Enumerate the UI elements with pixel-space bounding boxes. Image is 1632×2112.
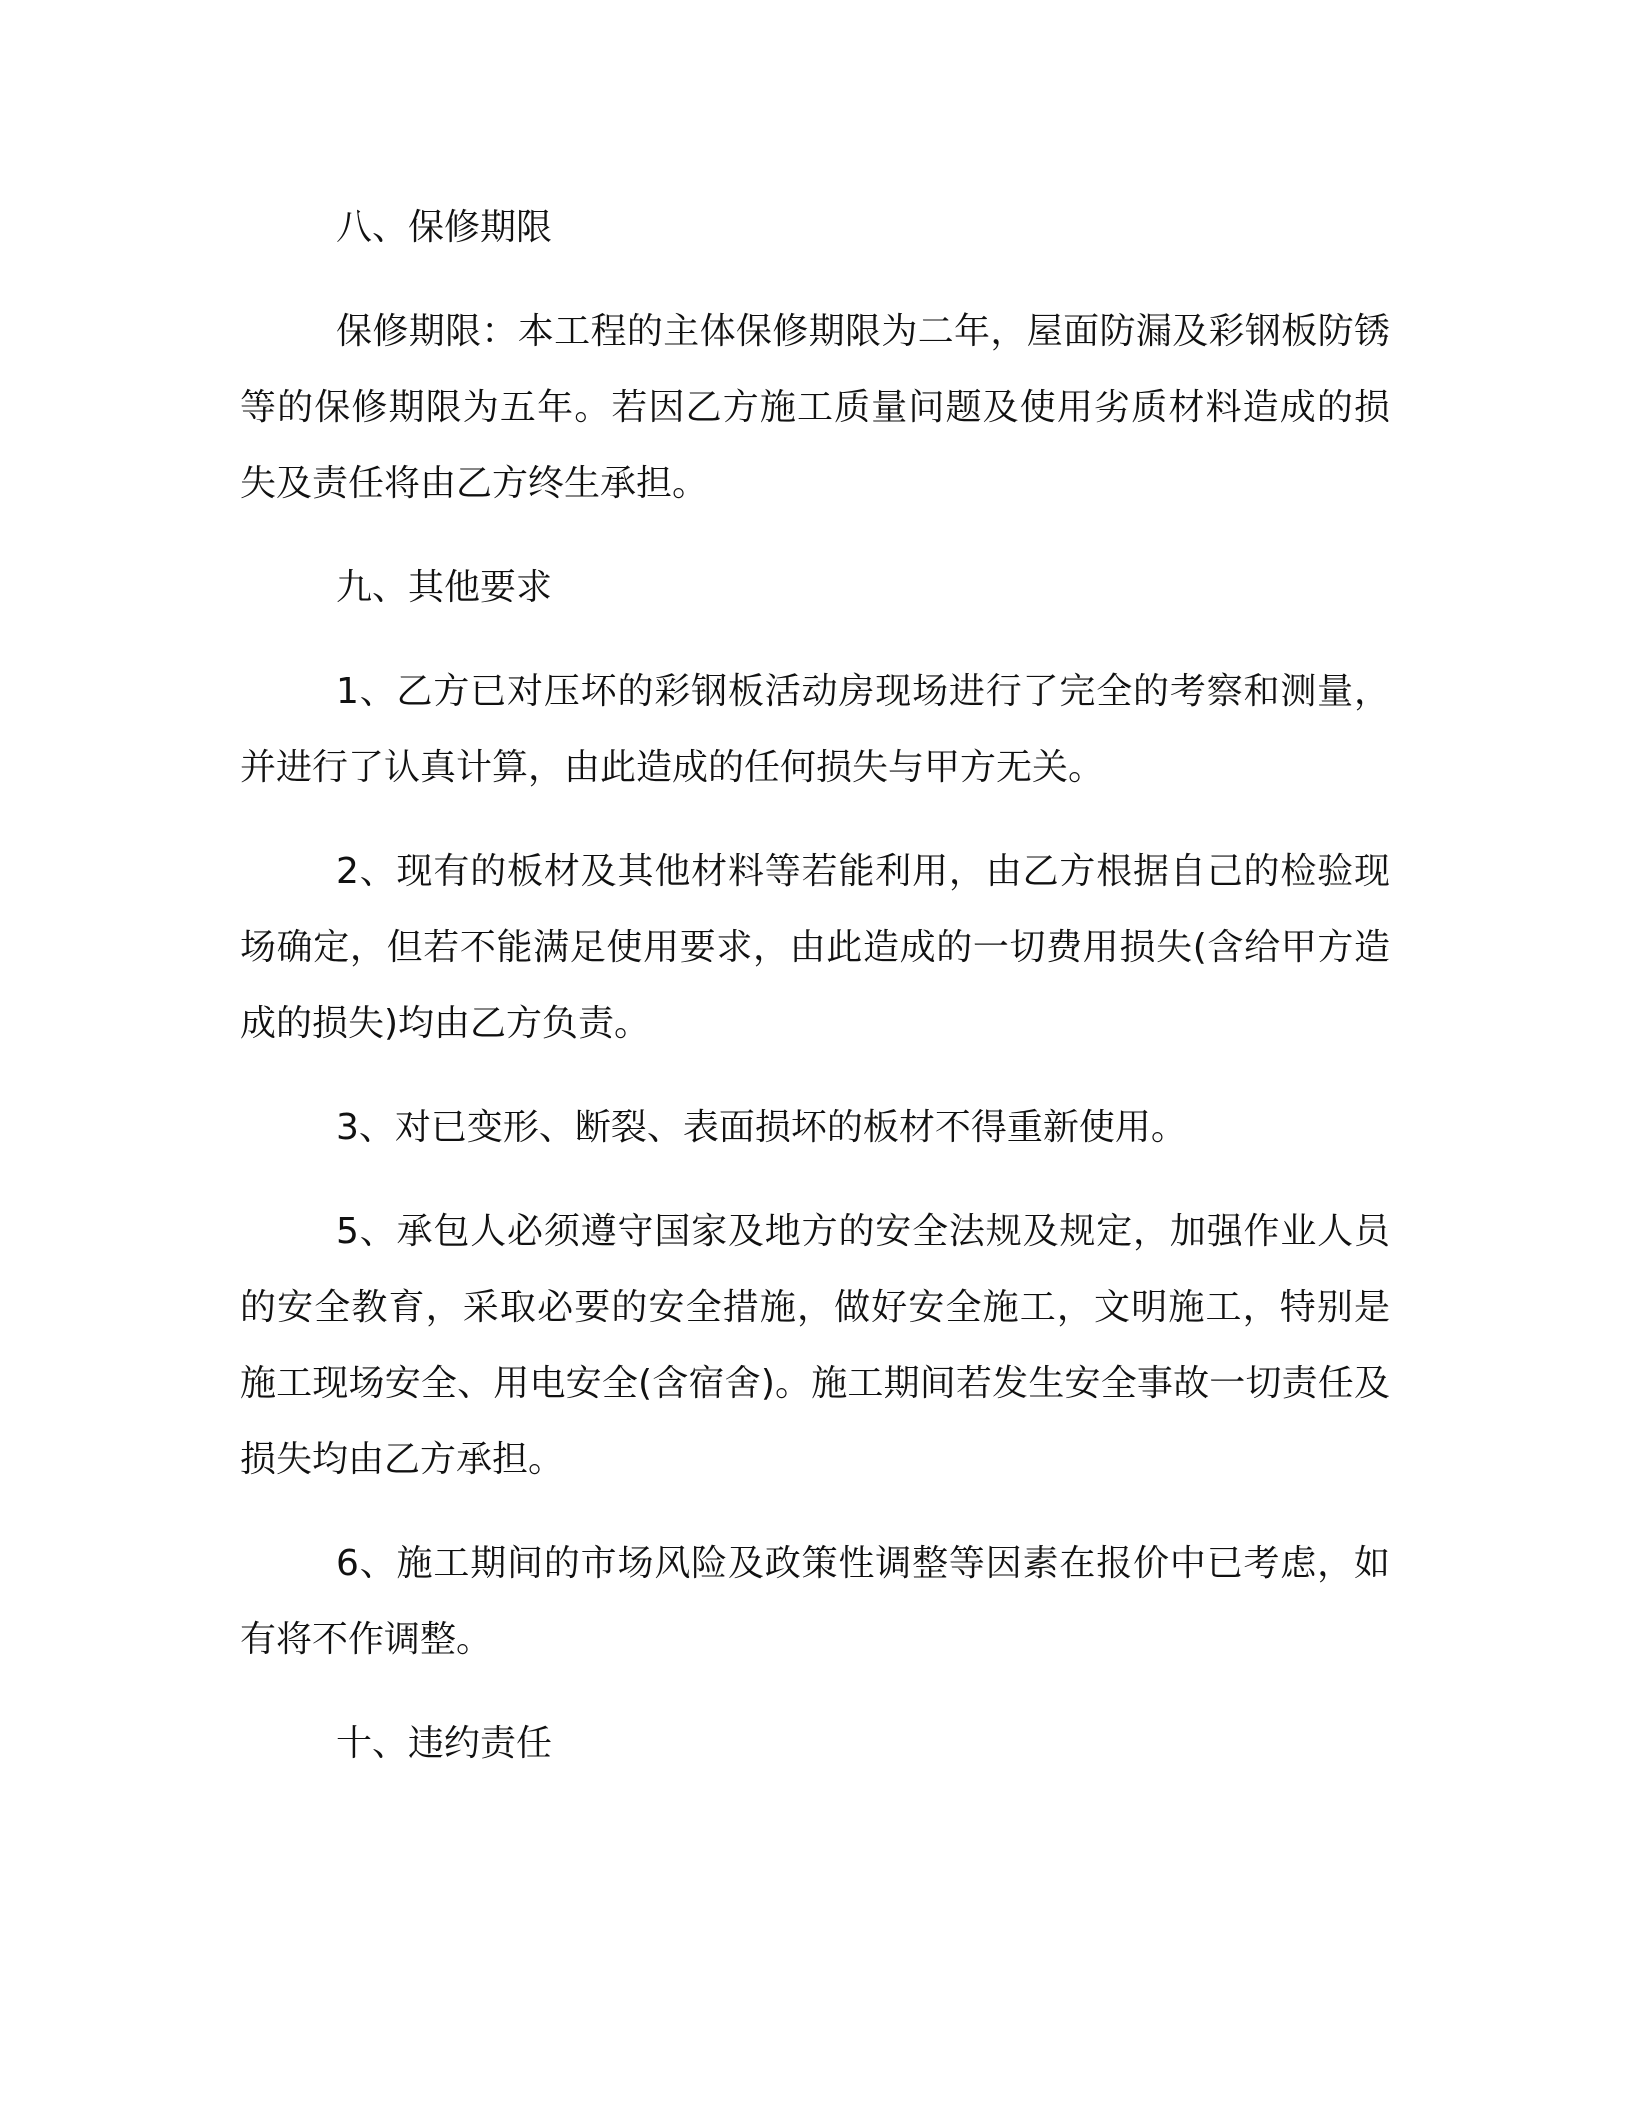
spacer [240,1062,1390,1090]
paragraph-requirement-6: 6、施工期间的市场风险及政策性调整等因素在报价中已考虑，如有将不作调整。 [240,1543,1390,1660]
section-heading-breach-liability: 十、违约责任 [336,1723,553,1764]
spacer [240,806,1390,834]
section-heading-other-requirements: 九、其他要求 [336,567,553,608]
spacer [240,1498,1390,1526]
paragraph-requirement-1: 1、乙方已对压坏的彩钢板活动房现场进行了完全的考察和测量，并进行了认真计算，由此造成的任何损失与甲方无关。 [240,671,1390,788]
paragraph-requirement-3: 3、对已变形、断裂、表面损坏的板材不得重新使用。 [336,1107,1187,1148]
spacer [240,626,1390,654]
spacer [240,1166,1390,1194]
spacer [240,1678,1390,1706]
section-heading-warranty: 八、保修期限 [336,207,553,248]
spacer [240,266,1390,294]
paragraph-requirement-5: 5、承包人必须遵守国家及地方的安全法规及规定，加强作业人员的安全教育，采取必要的安全措施，做好安全施工，文明施工，特别是施工现场安全、用电安全(含宿舍)。施工期间若发生安全事故一切责任及损失均由乙方承担。 [240,1211,1390,1480]
paragraph-warranty-terms: 保修期限：本工程的主体保修期限为二年，屋面防漏及彩钢板防锈等的保修期限为五年。若因乙方施工质量问题及使用劣质材料造成的损失及责任将由乙方终生承担。 [240,311,1390,504]
paragraph-requirement-2: 2、现有的板材及其他材料等若能利用，由乙方根据自己的检验现场确定，但若不能满足使用要求，由此造成的一切费用损失(含给甲方造成的损失)均由乙方负责。 [240,851,1390,1044]
spacer [240,522,1390,550]
document-body [240,190,1390,1782]
